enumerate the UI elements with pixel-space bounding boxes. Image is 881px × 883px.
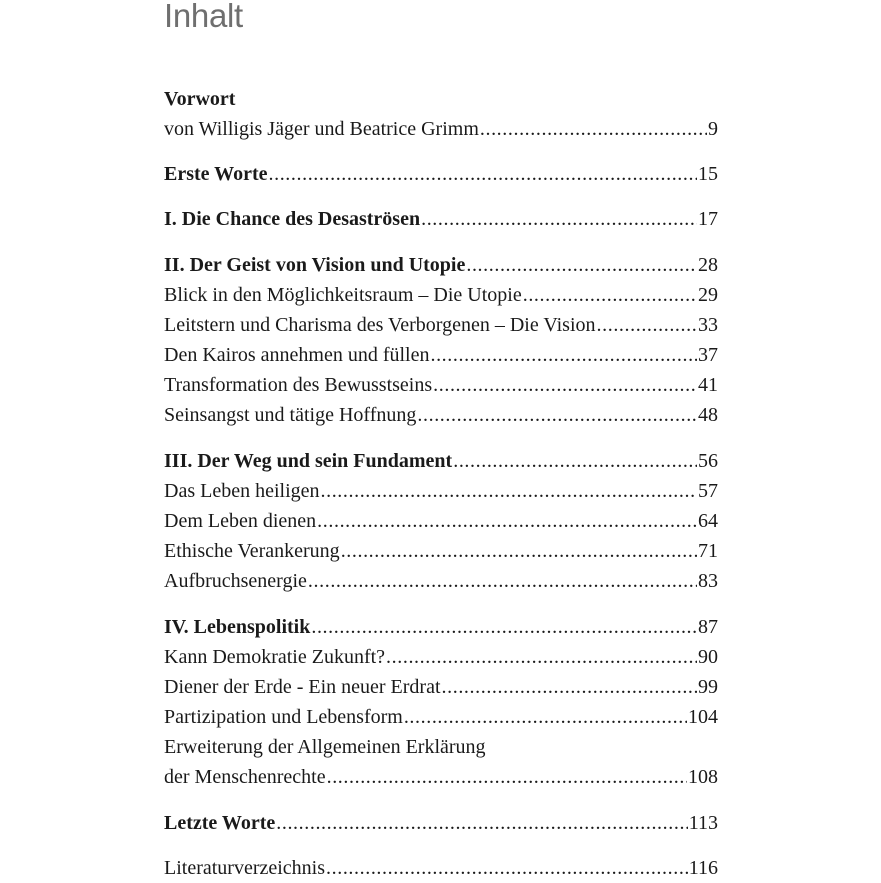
toc-leader-dots xyxy=(308,566,697,596)
toc-page-number: 28 xyxy=(698,254,718,276)
toc-leader-dots xyxy=(430,340,697,370)
toc-leader-dots xyxy=(597,310,697,340)
toc-entry-title: III. Der Weg und sein Fundament xyxy=(164,450,453,472)
toc-page-number: 48 xyxy=(698,404,718,426)
toc-page-number: 116 xyxy=(688,857,718,879)
toc-leader-dots xyxy=(404,702,687,732)
toc-entry xyxy=(164,672,718,702)
toc-leader-dots xyxy=(311,612,697,642)
toc-entry-title: Aufbruchsenergie xyxy=(164,570,307,592)
toc-entry xyxy=(164,400,718,430)
toc-leader-dots xyxy=(321,476,698,506)
toc-entry-title: Literaturverzeichnis xyxy=(164,857,326,879)
toc-page-number: 113 xyxy=(688,812,718,834)
toc-page-number: 9 xyxy=(708,118,718,140)
toc-page-number: 29 xyxy=(698,284,718,306)
toc-page-number: 87 xyxy=(698,616,718,638)
toc-page-number: 83 xyxy=(698,570,718,592)
toc-entry xyxy=(164,370,718,400)
toc-leader-dots xyxy=(523,280,697,310)
toc-leader-dots xyxy=(327,762,687,792)
toc-leader-dots xyxy=(480,114,707,144)
toc-entry xyxy=(164,506,718,536)
toc-entry xyxy=(164,732,718,762)
toc-entry-title: Kann Demokratie Zukunft? xyxy=(164,646,386,668)
toc-leader-dots xyxy=(317,506,697,536)
toc-entry-title: I. Die Chance des Desaströsen xyxy=(164,208,421,230)
toc-leader-dots xyxy=(442,672,697,702)
toc-entry xyxy=(164,84,718,114)
toc-entry-title: Ethische Verankerung xyxy=(164,540,340,562)
toc-entry-title: Das Leben heiligen xyxy=(164,480,320,502)
toc-page-number: 37 xyxy=(698,344,718,366)
toc-leader-dots xyxy=(421,204,697,234)
toc-leader-dots xyxy=(386,642,697,672)
toc-page-number: 104 xyxy=(688,706,718,728)
toc-page-number: 57 xyxy=(698,480,718,502)
toc-entry xyxy=(164,204,718,234)
toc-entry xyxy=(164,536,718,566)
toc-entry-title: Seinsangst und tätige Hoffnung xyxy=(164,404,417,426)
toc-page-number: 108 xyxy=(688,766,718,788)
toc-entry-title: Den Kairos annehmen und füllen xyxy=(164,344,430,366)
toc-entry xyxy=(164,642,718,672)
toc-leader-dots xyxy=(269,159,698,189)
toc-entry-title: Erste Worte xyxy=(164,163,268,185)
toc-leader-dots xyxy=(466,250,697,280)
toc-entry-title: Letzte Worte xyxy=(164,812,276,834)
toc-entry xyxy=(164,159,718,189)
toc-entry-title: Leitstern und Charisma des Verborgenen – Die Vision xyxy=(164,314,596,336)
toc-entry-title: II. Der Geist von Vision und Utopie xyxy=(164,254,466,276)
toc-leader-dots xyxy=(326,853,688,883)
toc-entry-title: Partizipation und Lebensform xyxy=(164,706,403,728)
toc-entry xyxy=(164,808,718,838)
table-of-contents xyxy=(164,0,718,881)
toc-entry xyxy=(164,446,718,476)
toc-page-number: 15 xyxy=(698,163,718,185)
toc-entry xyxy=(164,762,718,792)
toc-entry xyxy=(164,340,718,370)
toc-entry-title: Diener der Erde - Ein neuer Erdrat xyxy=(164,676,441,698)
toc-entry xyxy=(164,702,718,732)
toc-entry xyxy=(164,476,718,506)
toc-entry xyxy=(164,612,718,642)
toc-page-number: 17 xyxy=(698,208,718,230)
toc-entry-title: Vorwort xyxy=(164,88,236,110)
toc-entry xyxy=(164,566,718,596)
toc-leader-dots xyxy=(341,536,697,566)
toc-page-number: 90 xyxy=(698,646,718,668)
toc-entry-title: Dem Leben dienen xyxy=(164,510,317,532)
toc-entry-title: Blick in den Möglichkeitsraum – Die Utopie xyxy=(164,284,522,306)
toc-leader-dots xyxy=(276,808,687,838)
toc-page-number: 71 xyxy=(698,540,718,562)
toc-page-number: 99 xyxy=(698,676,718,698)
toc-entry xyxy=(164,853,718,883)
toc-leader-dots xyxy=(433,370,697,400)
toc-entry xyxy=(164,280,718,310)
toc-leader-dots xyxy=(453,446,697,476)
toc-page-number: 64 xyxy=(698,510,718,532)
toc-entry xyxy=(164,114,718,144)
toc-leader-dots xyxy=(417,400,697,430)
toc-entry-title: IV. Lebenspolitik xyxy=(164,616,311,638)
toc-entry-title: Transformation des Bewusstseins xyxy=(164,374,433,396)
toc-page-number: 41 xyxy=(698,374,718,396)
toc-entry-title: Erweiterung der Allgemeinen Erklärung xyxy=(164,736,486,758)
toc-page-number: 33 xyxy=(698,314,718,336)
toc-entry-title: der Menschenrechte xyxy=(164,766,326,788)
toc-page-number: 56 xyxy=(698,450,718,472)
toc-entry xyxy=(164,310,718,340)
toc-entry-title: von Willigis Jäger und Beatrice Grimm xyxy=(164,118,479,140)
toc-entry xyxy=(164,250,718,280)
page-title: Inhalt xyxy=(164,0,243,34)
